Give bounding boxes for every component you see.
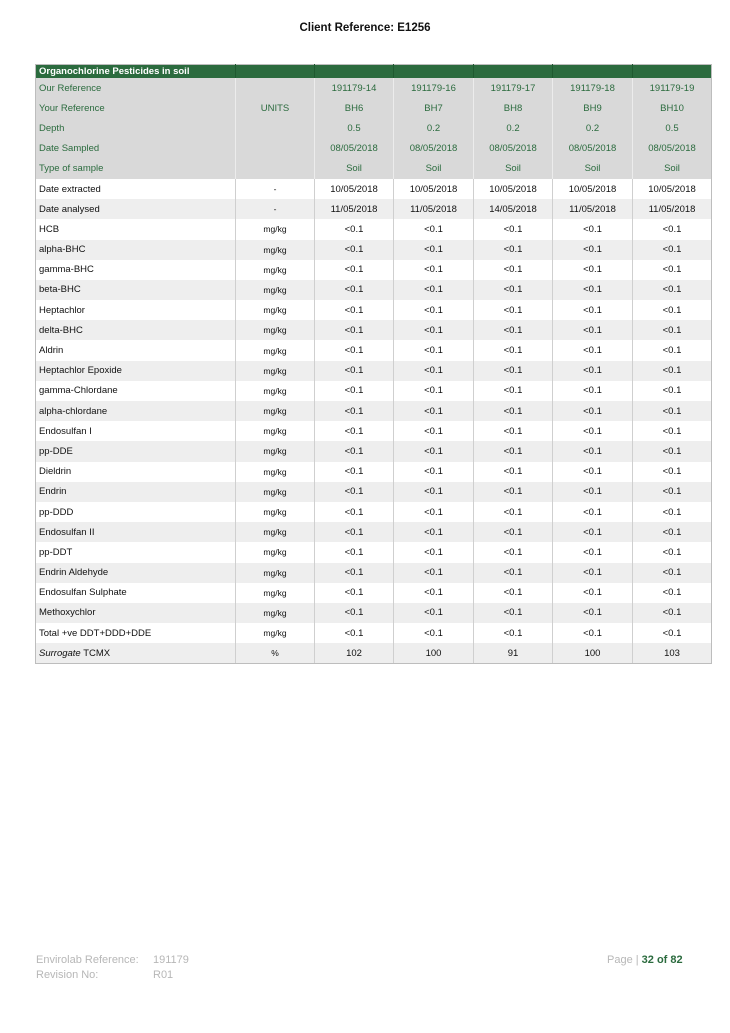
row-label: alpha-BHC [36, 240, 236, 260]
row-label: pp-DDD [36, 502, 236, 522]
row-units: mg/kg [236, 542, 315, 562]
table-row [36, 502, 712, 522]
cell-value: <0.1 [633, 603, 712, 623]
cell-value: <0.1 [633, 240, 712, 260]
cell-value: <0.1 [315, 260, 394, 280]
row-label: pp-DDE [36, 441, 236, 461]
row-units: UNITS [236, 98, 315, 118]
cell-value: <0.1 [474, 300, 553, 320]
cell-value: <0.1 [553, 522, 633, 542]
footer-reference [36, 953, 189, 983]
row-label: Endrin Aldehyde [36, 563, 236, 583]
cell-value: <0.1 [633, 219, 712, 239]
cell-value: 10/05/2018 [394, 179, 474, 199]
cell-value: <0.1 [553, 219, 633, 239]
table-row [36, 462, 712, 482]
cell-value: <0.1 [633, 401, 712, 421]
cell-value: <0.1 [394, 219, 474, 239]
row-label: pp-DDT [36, 542, 236, 562]
cell-value: <0.1 [315, 462, 394, 482]
cell-value: <0.1 [553, 421, 633, 441]
cell-value: 0.5 [315, 118, 394, 138]
cell-value: <0.1 [633, 482, 712, 502]
row-label: gamma-BHC [36, 260, 236, 280]
cell-value: <0.1 [315, 583, 394, 603]
cell-value: <0.1 [315, 280, 394, 300]
row-label: Methoxychlor [36, 603, 236, 623]
table-row [36, 199, 712, 219]
cell-value: <0.1 [553, 340, 633, 360]
row-units: mg/kg [236, 421, 315, 441]
row-label: Our Reference [36, 78, 236, 98]
cell-value: <0.1 [633, 563, 712, 583]
cell-value: <0.1 [394, 260, 474, 280]
cell-value: <0.1 [474, 522, 553, 542]
cell-value: <0.1 [394, 502, 474, 522]
cell-value: <0.1 [633, 320, 712, 340]
cell-value: <0.1 [474, 421, 553, 441]
row-units [236, 159, 315, 179]
cell-value: 11/05/2018 [315, 199, 394, 219]
row-units: mg/kg [236, 502, 315, 522]
row-units: mg/kg [236, 441, 315, 461]
row-label: Heptachlor [36, 300, 236, 320]
cell-value: <0.1 [553, 623, 633, 643]
cell-value: <0.1 [633, 462, 712, 482]
cell-value: <0.1 [394, 482, 474, 502]
section-header-row [36, 65, 712, 79]
cell-value: <0.1 [633, 583, 712, 603]
cell-value: 10/05/2018 [633, 179, 712, 199]
cell-value: <0.1 [553, 542, 633, 562]
cell-value: <0.1 [553, 320, 633, 340]
cell-value: <0.1 [633, 421, 712, 441]
cell-value: 191179-17 [474, 78, 553, 98]
cell-value: <0.1 [394, 542, 474, 562]
cell-value: <0.1 [553, 462, 633, 482]
row-label: Dieldrin [36, 462, 236, 482]
row-label: Type of sample [36, 159, 236, 179]
cell-value: <0.1 [474, 361, 553, 381]
cell-value: <0.1 [394, 603, 474, 623]
cell-value: <0.1 [315, 421, 394, 441]
revision-label: Revision No: [36, 969, 99, 981]
cell-value: 08/05/2018 [553, 139, 633, 159]
cell-value: <0.1 [474, 381, 553, 401]
cell-value: <0.1 [474, 583, 553, 603]
page-number [607, 954, 683, 966]
cell-value: 08/05/2018 [315, 139, 394, 159]
row-units: % [236, 643, 315, 664]
cell-value: 08/05/2018 [474, 139, 553, 159]
cell-value: <0.1 [315, 300, 394, 320]
cell-value: 0.2 [474, 118, 553, 138]
row-units: mg/kg [236, 240, 315, 260]
table-row [36, 441, 712, 461]
row-units: mg/kg [236, 320, 315, 340]
cell-value: <0.1 [315, 219, 394, 239]
cell-value: <0.1 [394, 583, 474, 603]
row-label: alpha-chlordane [36, 401, 236, 421]
cell-value: 11/05/2018 [553, 199, 633, 219]
cell-value: <0.1 [474, 542, 553, 562]
cell-value: 191179-14 [315, 78, 394, 98]
cell-value: <0.1 [315, 441, 394, 461]
cell-value: 100 [394, 643, 474, 664]
cell-value: <0.1 [474, 340, 553, 360]
table-row [36, 219, 712, 239]
envirolab-reference-value: 191179 [153, 954, 189, 966]
row-units: mg/kg [236, 361, 315, 381]
cell-value: 91 [474, 643, 553, 664]
cell-value: 191179-18 [553, 78, 633, 98]
row-units: mg/kg [236, 340, 315, 360]
cell-value: <0.1 [315, 340, 394, 360]
row-units: mg/kg [236, 462, 315, 482]
cell-value: <0.1 [474, 603, 553, 623]
cell-value: <0.1 [474, 502, 553, 522]
page-value: 32 of 82 [641, 954, 683, 966]
cell-value: <0.1 [394, 401, 474, 421]
cell-value: <0.1 [394, 522, 474, 542]
row-units: mg/kg [236, 603, 315, 623]
cell-value: <0.1 [553, 441, 633, 461]
row-label: Date extracted [36, 179, 236, 199]
row-label: Depth [36, 118, 236, 138]
row-units: mg/kg [236, 381, 315, 401]
cell-value: 0.5 [633, 118, 712, 138]
row-label: gamma-Chlordane [36, 381, 236, 401]
cell-value: 191179-16 [394, 78, 474, 98]
table-row [36, 381, 712, 401]
cell-value: <0.1 [315, 361, 394, 381]
row-units: mg/kg [236, 260, 315, 280]
cell-value: <0.1 [315, 240, 394, 260]
cell-value: <0.1 [633, 542, 712, 562]
cell-value: <0.1 [633, 502, 712, 522]
cell-value: <0.1 [394, 280, 474, 300]
cell-value: <0.1 [474, 280, 553, 300]
cell-value: <0.1 [394, 421, 474, 441]
cell-value: <0.1 [474, 462, 553, 482]
table-row [36, 320, 712, 340]
cell-value: <0.1 [553, 563, 633, 583]
table-row [36, 179, 712, 199]
cell-value: 100 [553, 643, 633, 664]
cell-value: 08/05/2018 [633, 139, 712, 159]
row-units: - [236, 199, 315, 219]
table-row [36, 563, 712, 583]
revision-value: R01 [153, 969, 174, 981]
table-row [36, 240, 712, 260]
row-label: Heptachlor Epoxide [36, 361, 236, 381]
table-row [36, 361, 712, 381]
cell-value: <0.1 [474, 401, 553, 421]
cell-value: <0.1 [633, 623, 712, 643]
cell-value: <0.1 [553, 260, 633, 280]
cell-value: <0.1 [315, 603, 394, 623]
row-units: mg/kg [236, 300, 315, 320]
cell-value: <0.1 [474, 219, 553, 239]
row-units: mg/kg [236, 583, 315, 603]
cell-value: BH8 [474, 98, 553, 118]
cell-value: 0.2 [553, 118, 633, 138]
cell-value: 14/05/2018 [474, 199, 553, 219]
cell-value: <0.1 [394, 240, 474, 260]
cell-value: <0.1 [553, 381, 633, 401]
cell-value: <0.1 [315, 542, 394, 562]
row-units: mg/kg [236, 563, 315, 583]
cell-value: <0.1 [474, 240, 553, 260]
cell-value: <0.1 [633, 522, 712, 542]
cell-value: <0.1 [553, 361, 633, 381]
row-label: Endosulfan Sulphate [36, 583, 236, 603]
cell-value: <0.1 [553, 300, 633, 320]
cell-value: Soil [394, 159, 474, 179]
cell-value: <0.1 [315, 320, 394, 340]
table-row [36, 421, 712, 441]
cell-value: <0.1 [553, 603, 633, 623]
meta-row [36, 98, 712, 118]
row-units [236, 78, 315, 98]
cell-value: <0.1 [315, 563, 394, 583]
cell-value: <0.1 [394, 361, 474, 381]
row-units: mg/kg [236, 623, 315, 643]
cell-value: 10/05/2018 [553, 179, 633, 199]
cell-value: <0.1 [315, 482, 394, 502]
row-units: mg/kg [236, 401, 315, 421]
table-row [36, 401, 712, 421]
cell-value: BH6 [315, 98, 394, 118]
row-label: Your Reference [36, 98, 236, 118]
cell-value: <0.1 [633, 280, 712, 300]
cell-value: <0.1 [315, 623, 394, 643]
table-row [36, 340, 712, 360]
cell-value: <0.1 [315, 502, 394, 522]
row-label: delta-BHC [36, 320, 236, 340]
cell-value: <0.1 [474, 260, 553, 280]
cell-value: 08/05/2018 [394, 139, 474, 159]
section-title: Organochlorine Pesticides in soil [36, 65, 236, 79]
row-label: beta-BHC [36, 280, 236, 300]
table-row [36, 603, 712, 623]
cell-value: <0.1 [474, 482, 553, 502]
row-label: Endrin [36, 482, 236, 502]
cell-value: <0.1 [394, 441, 474, 461]
cell-value: <0.1 [553, 583, 633, 603]
row-label [36, 643, 236, 664]
page-title: Client Reference: E1256 [299, 22, 431, 34]
row-label: Endosulfan II [36, 522, 236, 542]
row-label: Aldrin [36, 340, 236, 360]
cell-value: BH9 [553, 98, 633, 118]
results-table [35, 64, 712, 664]
cell-value: 11/05/2018 [633, 199, 712, 219]
meta-row [36, 159, 712, 179]
row-units [236, 139, 315, 159]
cell-value: <0.1 [633, 260, 712, 280]
table-row [36, 623, 712, 643]
cell-value: <0.1 [474, 320, 553, 340]
table-row [36, 300, 712, 320]
row-units: mg/kg [236, 482, 315, 502]
cell-value: <0.1 [315, 401, 394, 421]
cell-value: <0.1 [394, 563, 474, 583]
cell-value: 103 [633, 643, 712, 664]
cell-value: <0.1 [474, 563, 553, 583]
meta-row [36, 139, 712, 159]
row-label: HCB [36, 219, 236, 239]
cell-value: <0.1 [315, 381, 394, 401]
cell-value: <0.1 [474, 623, 553, 643]
cell-value: <0.1 [315, 522, 394, 542]
cell-value: <0.1 [633, 361, 712, 381]
cell-value: Soil [553, 159, 633, 179]
table-row [36, 583, 712, 603]
surrogate-row [36, 643, 712, 664]
cell-value: <0.1 [553, 401, 633, 421]
cell-value: <0.1 [553, 280, 633, 300]
cell-value: 10/05/2018 [474, 179, 553, 199]
cell-value: <0.1 [553, 502, 633, 522]
cell-value: Soil [474, 159, 553, 179]
cell-value: <0.1 [633, 340, 712, 360]
surrogate-compound: TCMX [80, 647, 111, 659]
cell-value: BH10 [633, 98, 712, 118]
surrogate-label: Surrogate [39, 647, 81, 659]
cell-value: <0.1 [553, 240, 633, 260]
cell-value: BH7 [394, 98, 474, 118]
cell-value: Soil [633, 159, 712, 179]
envirolab-reference-label: Envirolab Reference: [36, 954, 139, 966]
cell-value: <0.1 [633, 441, 712, 461]
table-row [36, 542, 712, 562]
row-units: mg/kg [236, 280, 315, 300]
cell-value: 102 [315, 643, 394, 664]
cell-value: <0.1 [633, 300, 712, 320]
row-units: mg/kg [236, 522, 315, 542]
meta-row [36, 78, 712, 98]
row-label: Total +ve DDT+DDD+DDE [36, 623, 236, 643]
cell-value: <0.1 [394, 320, 474, 340]
cell-value: <0.1 [633, 381, 712, 401]
row-label: Date analysed [36, 199, 236, 219]
row-label: Date Sampled [36, 139, 236, 159]
row-units [236, 118, 315, 138]
cell-value: 191179-19 [633, 78, 712, 98]
table-row [36, 260, 712, 280]
cell-value: <0.1 [394, 340, 474, 360]
cell-value: <0.1 [394, 462, 474, 482]
cell-value: <0.1 [474, 441, 553, 461]
cell-value: 11/05/2018 [394, 199, 474, 219]
row-label: Endosulfan I [36, 421, 236, 441]
table-row [36, 522, 712, 542]
cell-value: <0.1 [394, 381, 474, 401]
cell-value: <0.1 [394, 623, 474, 643]
page-label: Page | [607, 954, 642, 966]
table-row [36, 482, 712, 502]
row-units: mg/kg [236, 219, 315, 239]
cell-value: 0.2 [394, 118, 474, 138]
meta-row [36, 118, 712, 138]
cell-value: 10/05/2018 [315, 179, 394, 199]
cell-value: <0.1 [553, 482, 633, 502]
cell-value: <0.1 [394, 300, 474, 320]
cell-value: Soil [315, 159, 394, 179]
table-row [36, 280, 712, 300]
row-units: - [236, 179, 315, 199]
